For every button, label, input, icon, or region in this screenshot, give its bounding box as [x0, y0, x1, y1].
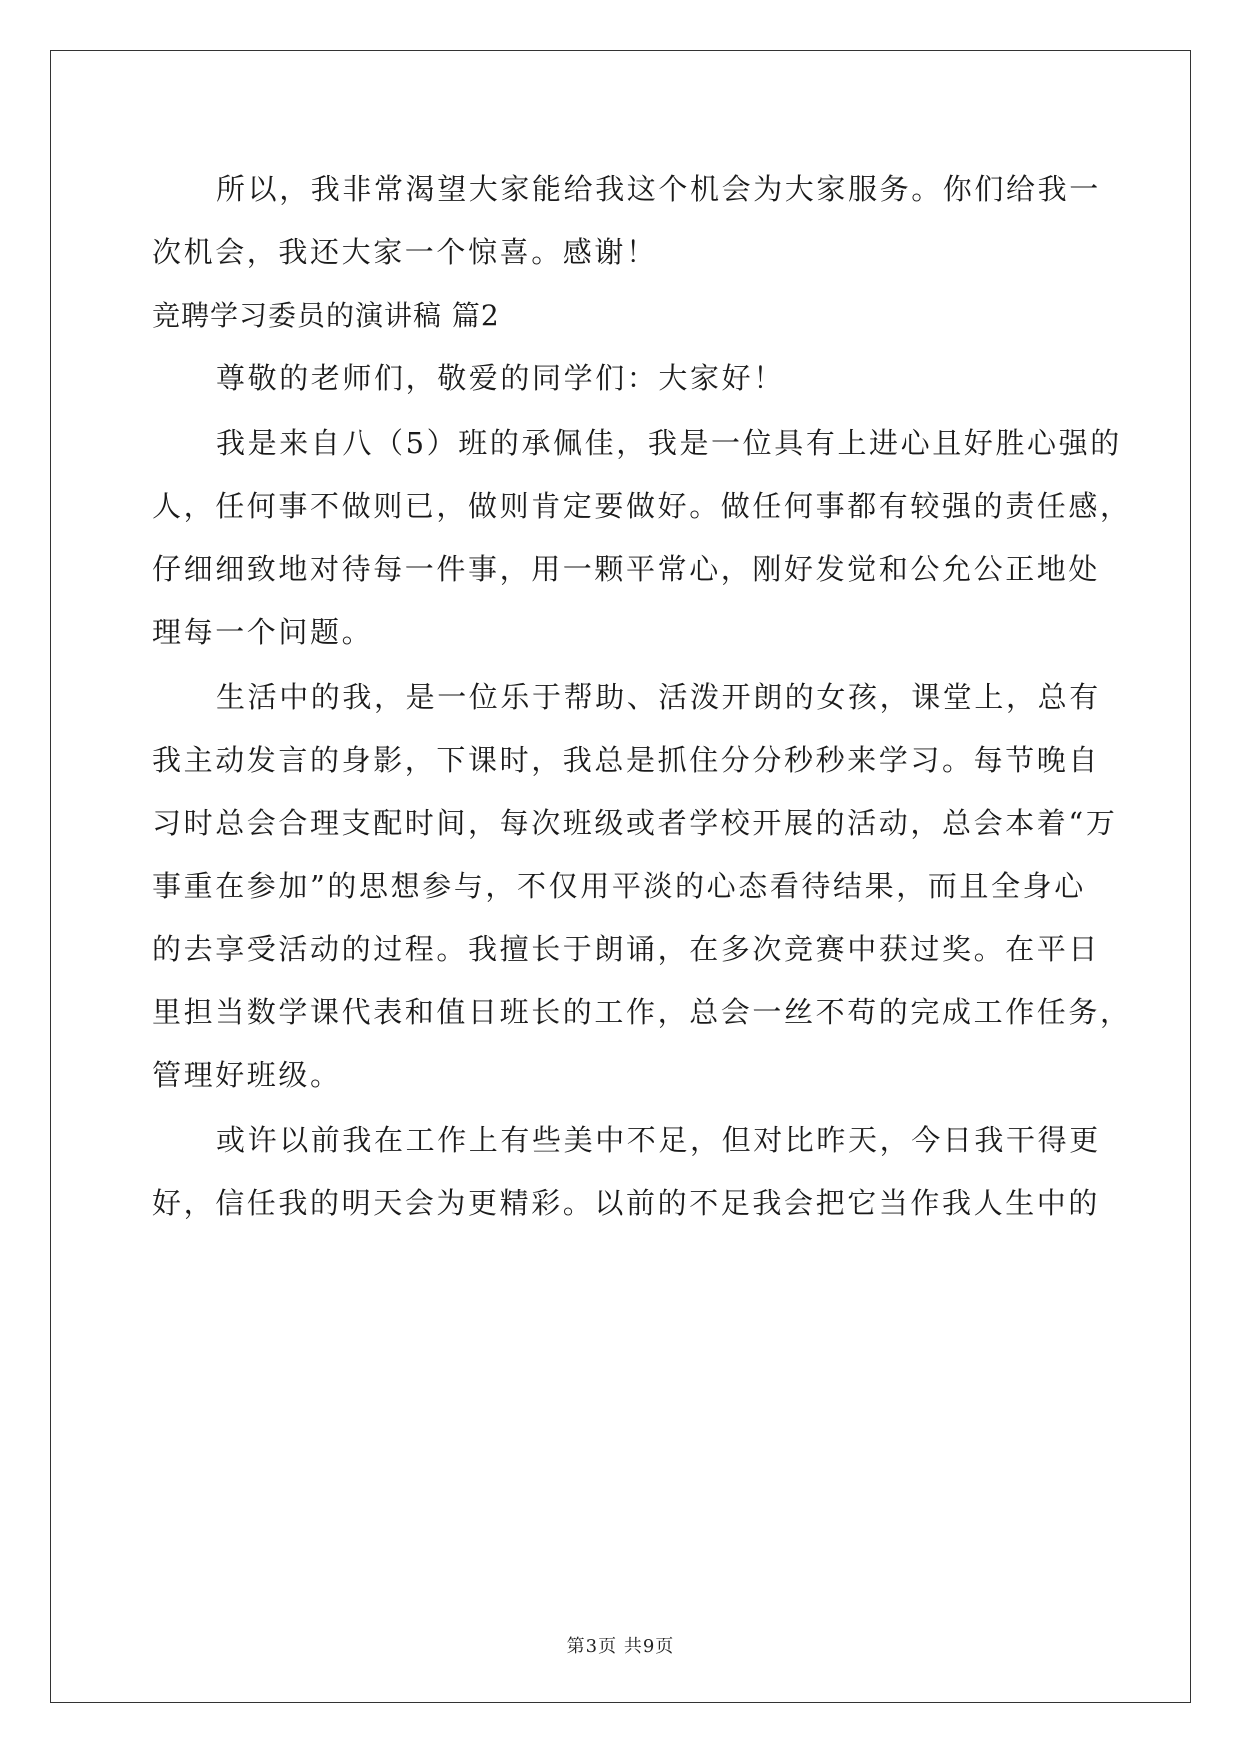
text-line: 里担当数学课代表和值日班长的工作，总会一丝不苟的完成工作任务，: [152, 995, 1132, 1029]
paragraph-closing: [152, 158, 1101, 284]
text-line: 我主动发言的身影，下课时，我总是抓住分分秒秒来学习。每节晚自: [152, 743, 1101, 777]
text-line: 的去享受活动的过程。我擅长于朗诵，在多次竞赛中获过奖。在平日: [152, 932, 1101, 966]
text-line: 次机会，我还大家一个惊喜。感谢！: [152, 235, 658, 269]
text-line: 尊敬的老师们，敬爱的同学们：大家好！: [216, 361, 785, 395]
paragraph-introduction: [152, 412, 1132, 664]
document-body: [152, 158, 1132, 1235]
text-line: 事重在参加”的思想参与，不仅用平淡的心态看待结果，而且全身心: [152, 869, 1086, 903]
paragraph-greeting: [152, 347, 1098, 410]
paragraph-life: [152, 666, 1132, 1107]
text-line: 所以，我非常渴望大家能给我这个机会为大家服务。你们给我一: [216, 172, 1101, 206]
paragraph-reflection: [152, 1109, 1101, 1235]
text-line: 或许以前我在工作上有些美中不足，但对比昨天，今日我干得更: [216, 1123, 1101, 1157]
text-line: 仔细细致地对待每一件事，用一颗平常心，刚好发觉和公允公正地处: [152, 552, 1101, 586]
text-line: 生活中的我，是一位乐于帮助、活泼开朗的女孩，课堂上，总有: [216, 680, 1101, 714]
text-line: 我是来自八（5）班的承佩佳，我是一位具有上进心且好胜心强的: [216, 426, 1122, 460]
text-line: 理每一个问题。: [152, 615, 374, 649]
section-heading: [152, 284, 1098, 347]
text-line: 管理好班级。: [152, 1058, 342, 1092]
heading-text: 竞聘学习委员的演讲稿 篇2: [152, 299, 500, 332]
page-number-footer: 第3页 共9页: [566, 1636, 675, 1657]
text-line: 人，任何事不做则已，做则肯定要做好。做任何事都有较强的责任感，: [152, 489, 1132, 523]
text-line: 习时总会合理支配时间，每次班级或者学校开展的活动，总会本着“万: [152, 806, 1118, 840]
text-line: 好，信任我的明天会为更精彩。以前的不足我会把它当作我人生中的: [152, 1186, 1101, 1220]
